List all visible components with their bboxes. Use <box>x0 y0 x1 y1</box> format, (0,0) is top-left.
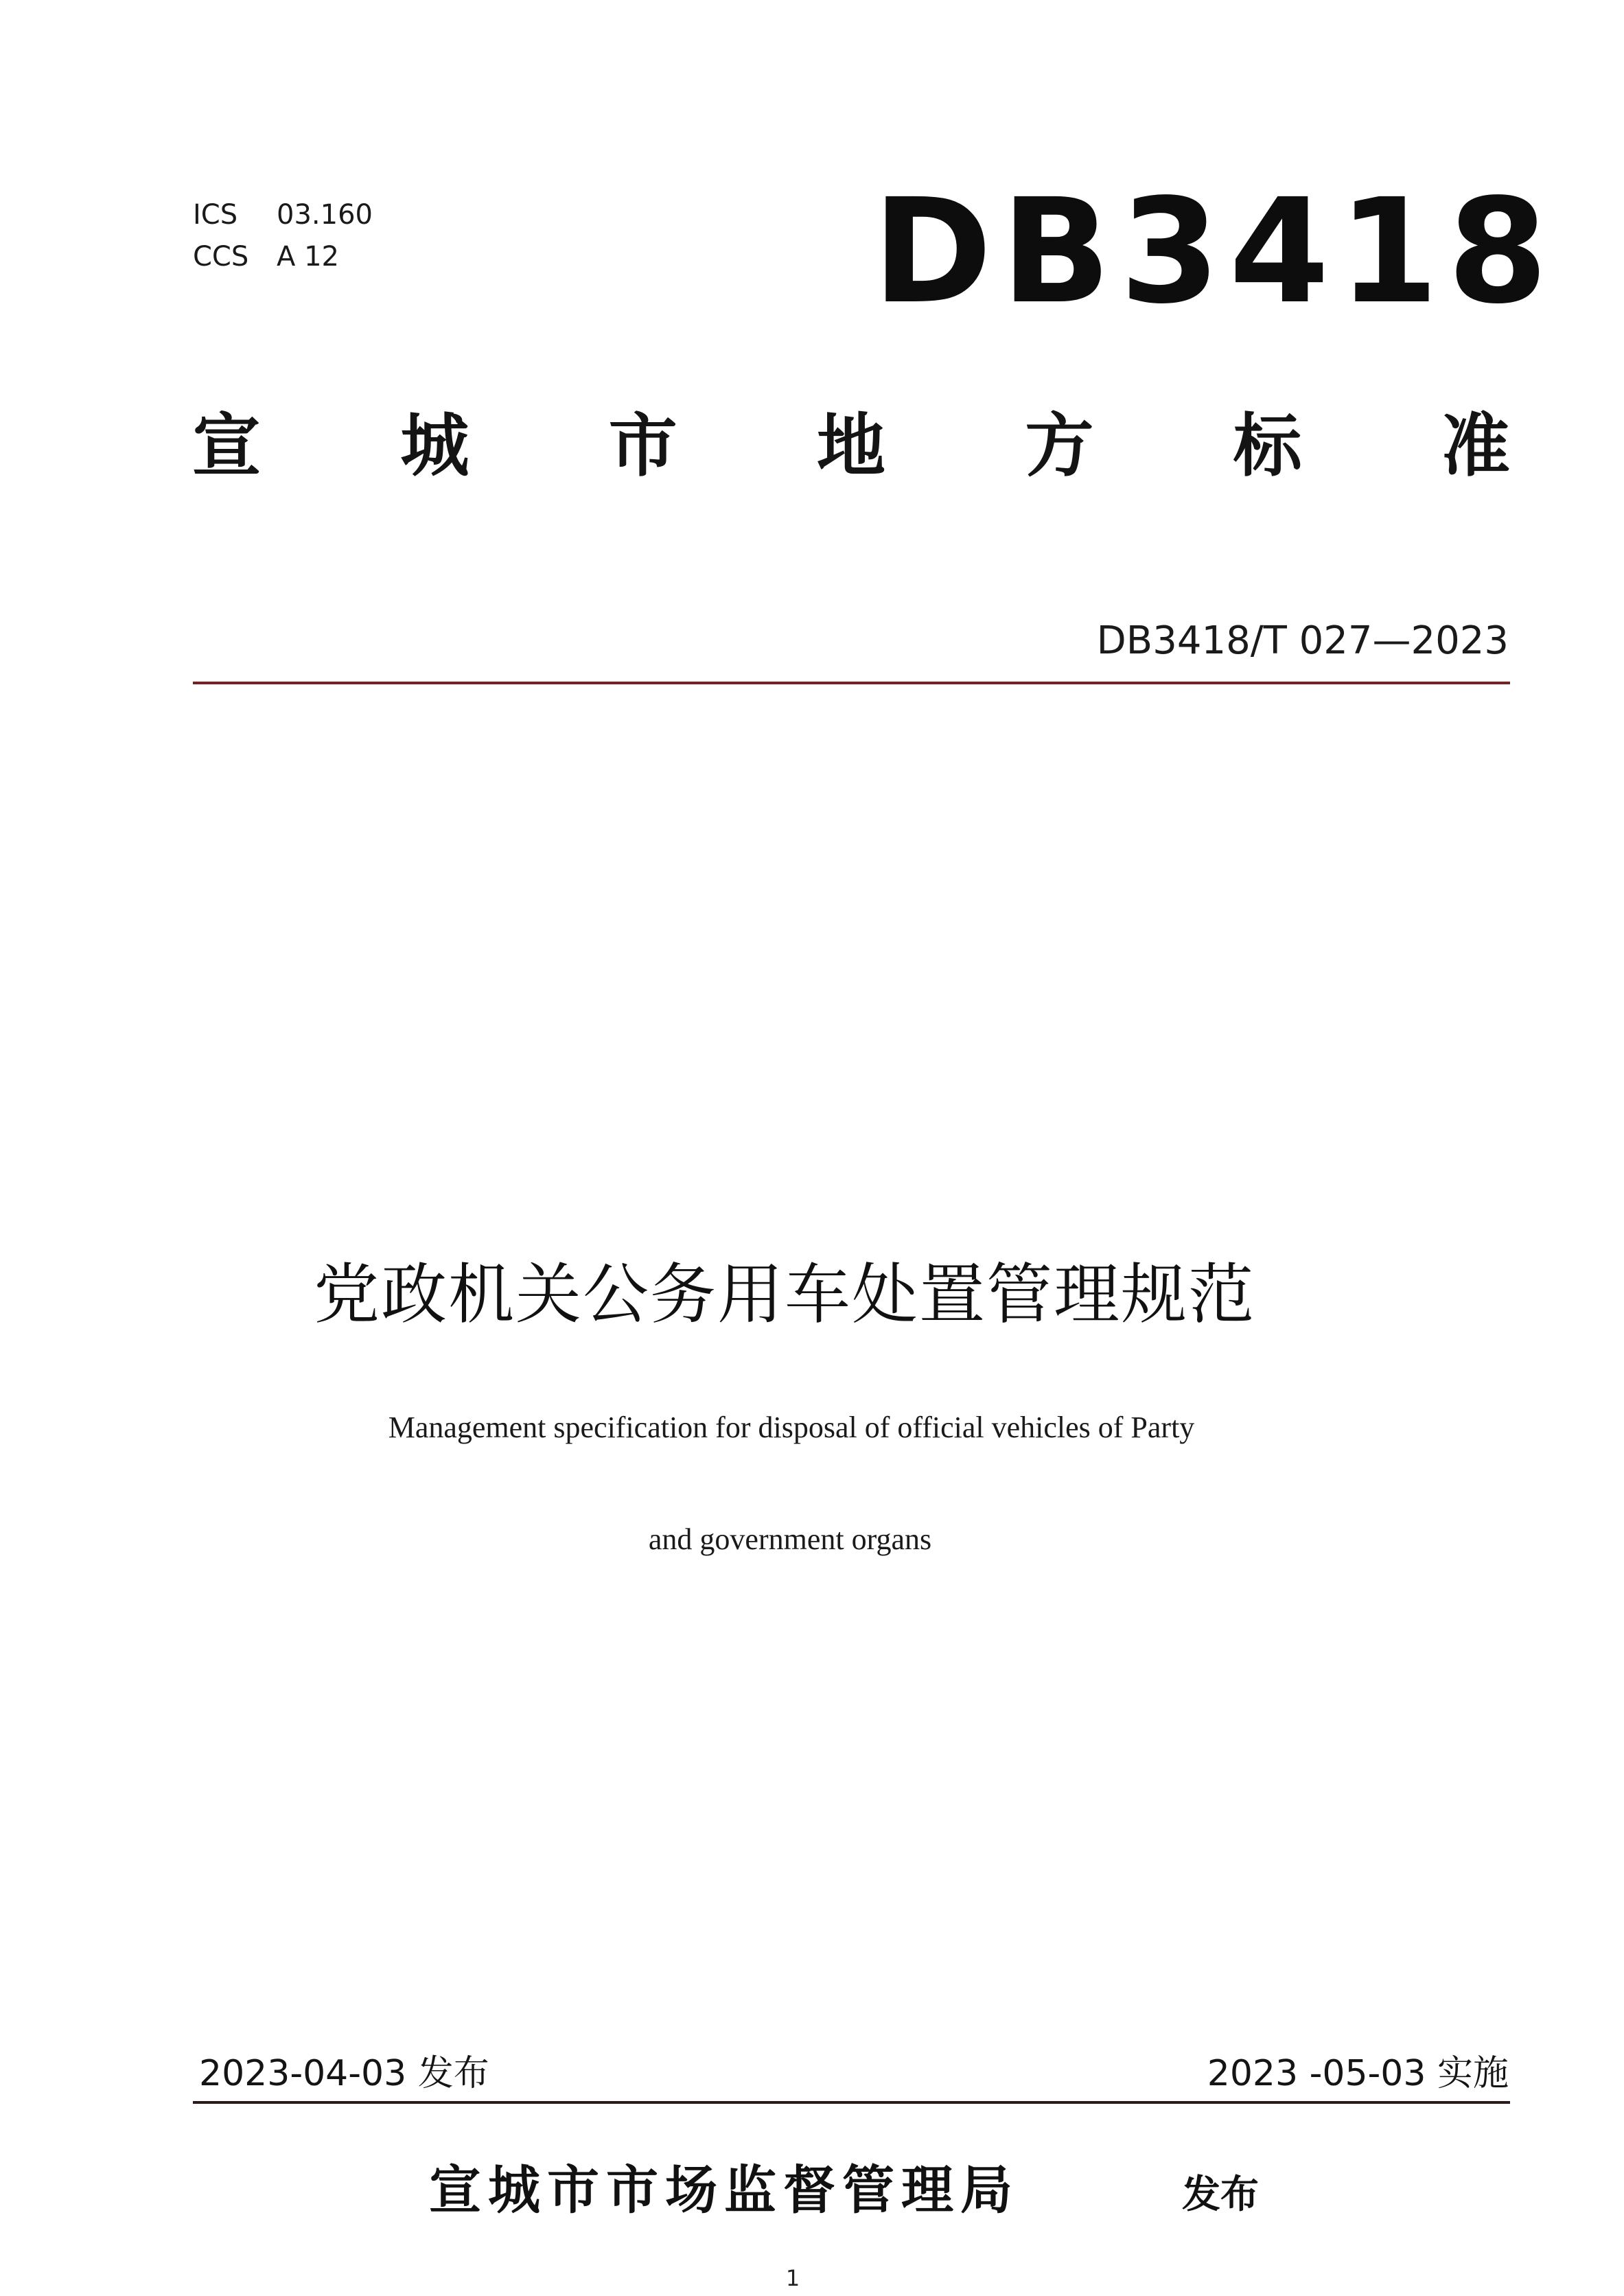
issue-date: 2023-04-03 发布 <box>199 2053 489 2094</box>
standard-number: DB3418/T 027—2023 <box>1096 618 1509 663</box>
bottom-divider <box>193 2101 1510 2104</box>
standard-type-char: 准 <box>1441 406 1510 486</box>
ics-line <box>193 201 373 229</box>
issuer-action: 发布 <box>1182 2172 1259 2217</box>
issuer-name: 宣城市市场监督管理局 <box>429 2159 1019 2220</box>
standard-type-char: 城 <box>400 406 469 486</box>
standard-type-char: 标 <box>1233 406 1302 486</box>
implementation-date: 2023 -05-03 实施 <box>1207 2053 1509 2094</box>
standard-type-char: 地 <box>816 406 885 486</box>
title-english-line1-text: Management specification for disposal of official vehicles of Party <box>388 1411 1195 1444</box>
title-english-line2 <box>0 1524 1624 1555</box>
top-divider <box>193 682 1510 684</box>
title-english-line2-text: and government organs <box>648 1522 932 1556</box>
ics-label: ICS <box>193 199 238 231</box>
standard-type-char: 宣 <box>192 406 261 486</box>
title-chinese <box>0 1256 1624 1333</box>
ccs-label: CCS <box>193 241 249 272</box>
standard-type-char: 方 <box>1025 406 1094 486</box>
page-number <box>0 2267 1624 2289</box>
ccs-value: A 12 <box>277 241 339 272</box>
page-number-text: 1 <box>785 2265 800 2291</box>
ccs-line <box>193 243 339 270</box>
title-chinese-text: 党政机关公务用车处置管理规范 <box>314 1256 1255 1333</box>
standard-type <box>192 406 1510 486</box>
standard-type-char: 市 <box>608 406 677 486</box>
ics-value: 03.160 <box>277 199 373 231</box>
title-english-line1 <box>0 1413 1624 1443</box>
standard-code: DB3418 <box>872 167 1557 336</box>
